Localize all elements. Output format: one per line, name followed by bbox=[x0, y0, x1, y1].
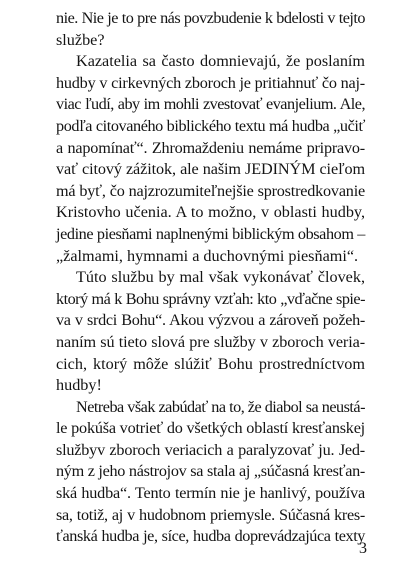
text-line: službyv zboroch veriacich a paralyzovať ju. Jed- bbox=[56, 440, 365, 459]
body-text bbox=[56, 8, 365, 548]
text-line: ktorý má k Bohu správny vzťah: kto „vďačne spie- bbox=[56, 289, 365, 308]
text-line: le pokúša votrieť do všetkých oblastí kresťanskej bbox=[56, 419, 365, 438]
text-line: ným z jeho nástrojov sa stala aj „súčasná kresťan- bbox=[56, 462, 365, 481]
text-line: naním sú tieto slová pre služby v zboroch veria- bbox=[56, 332, 365, 351]
text-line: jedine piesňami naplnenými biblickým obsahom – bbox=[56, 224, 365, 243]
text-line: nie. Nie je to pre nás povzbudenie k bdelosti v tejto bbox=[56, 9, 365, 27]
text-line: va v srdci Bohu“. Akou výzvou a zároveň požeh- bbox=[56, 311, 365, 330]
text-line: Kristovho učenia. A to možno, v oblasti hudby, bbox=[56, 203, 365, 222]
text-line: podľa citovaného biblického textu má hudba „učiť bbox=[56, 116, 365, 135]
text-line: vať citový zážitok, ale našim JEDINÝM cieľom bbox=[56, 160, 365, 179]
text-line: a napomínať“. Zhromaždeniu nemáme pripravo- bbox=[56, 138, 365, 157]
text-line: má byť, čo najzrozumiteľnejšie sprostredkovanie bbox=[56, 181, 365, 200]
text-line: viac ľudí, aby im mohli zvestovať evanjelium. Ale, bbox=[56, 95, 365, 114]
text-line: „žalmami, hymnami a duchovnými piesňami“. bbox=[56, 246, 359, 265]
text-line: hudby! bbox=[56, 376, 102, 395]
text-line: Netreba však zabúdať na to, že diabol sa neustá- bbox=[76, 397, 366, 416]
text-line: sa, totiž, aj v hudobnom priemysle. Súčasná kres- bbox=[56, 505, 365, 524]
text-line: cich, ktorý môže slúžiť Bohu prostredníctvom bbox=[56, 354, 365, 373]
page-number: 3 bbox=[359, 540, 367, 557]
text-line: Túto službu by mal však vykonávať človek, bbox=[76, 268, 365, 287]
text-line: službe? bbox=[56, 30, 105, 49]
text-line: Kazatelia sa často domnievajú, že poslaním bbox=[76, 52, 365, 71]
text-line: ská hudba“. Tento termín nie je hanlivý, používa bbox=[56, 484, 365, 503]
text-line: hudby v cirkevných zboroch je pritiahnuť čo naj- bbox=[56, 73, 365, 92]
text-line: ťanská hudba je, síce, hudba doprevádzajúca texty bbox=[56, 527, 365, 546]
